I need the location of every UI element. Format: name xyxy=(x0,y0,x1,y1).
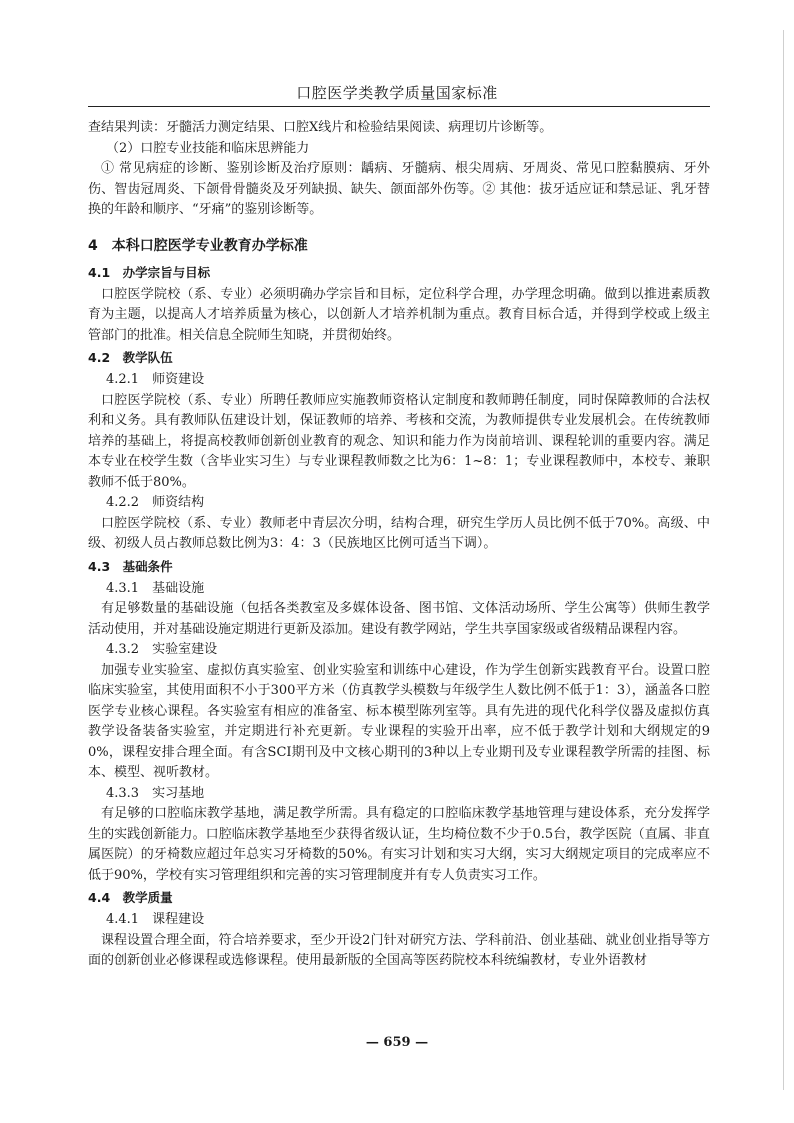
subsection-label: 4.3.2 实验室建设 xyxy=(106,642,218,657)
header-rule xyxy=(88,106,710,107)
paragraph: 口腔医学院校（系、专业）必须明确办学宗旨和目标，定位科学合理，办学理念明确。做到以推进素质教育为主题，以提高人才培养质量为核心，以创新人才培养机制为重点。教育目标合适，并得到学校或上级主管部门的批准。相关信息全院师生知晓，并贯彻始终。 xyxy=(88,286,710,343)
scan-edge-line xyxy=(783,30,784,1090)
subsection-heading: 4.3 基础条件 xyxy=(88,558,173,574)
subsection-label: 4.3.3 实习基地 xyxy=(106,785,205,801)
subsection-label: 4.3.1 基础设施 xyxy=(106,580,205,596)
subsection-label: （2）口腔专业技能和临床思辨能力 xyxy=(106,140,310,156)
paragraph: 口腔医学院校（系、专业）所聘任教师应实施教师资格认定制度和教师聘任制度，同时保障教师的合法权利和义务。具有教师队伍建设计划，保证教师的培养、考核和交流，为教师提供专业发展机会。在传统教师培养的基础上，将提高校教师创新创业教育的观念、知识和能力作为岗前培训、课程轮训的重要内容。满足本专业在校学生数（含毕业实习生）与专业课程教师数之比为6：1~8：1；专业课程教师中，本校专、兼职教师不低于80%。 xyxy=(88,392,710,490)
paragraph: 有足够数量的基础设施（包括各类教室及多媒体设备、图书馆、文体活动场所、学生公寓等）供师生教学活动使用，并对基础设施定期进行更新及添加。建设有教学网站，学生共享国家级或省级精品课程内容。 xyxy=(88,601,710,637)
subsection-heading: 4.2 教学队伍 xyxy=(88,350,173,365)
paragraph: 口腔医学院校（系、专业）教师老中青层次分明，结构合理，研究生学历人员比例不低于70%。高级、中级、初级人员占教师总数比例为3：4：3（民族地区比例可适当下调）。 xyxy=(88,515,710,551)
subsection-heading: 4.4 教学质量 xyxy=(88,890,173,905)
subsection-heading: 4.1 办学宗旨与目标 xyxy=(88,264,211,280)
running-header-title: 口腔医学类教学质量国家标准 xyxy=(296,84,498,102)
page-body xyxy=(88,118,710,972)
page-number: — 659 — xyxy=(365,1035,429,1050)
subsection-label: 4.2.1 师资建设 xyxy=(106,372,205,387)
paragraph: 加强专业实验室、虚拟仿真实验室、创业实验室和训练中心建设，作为学生创新实践教育平台。设置口腔临床实验室，其使用面积不小于300平方米（仿真教学头模数与年级学生人数比例不低于1：3），涵盖各口腔医学专业核心课程。各实验室有相应的准备室、标本模型陈列室等。具有先进的现代化科学仪器及虚拟仿真教学设备装备实验室，并定期进行补充更新。专业课程的实验开出率，应不低于教学计划和大纲规定的90%，课程安排合理全面。有含SCI期刊及中文核心期刊的3种以上专业期刊及专业课程教学所需的挂图、标本、模型、视听教材。 xyxy=(88,662,710,780)
subsection-label: 4.4.1 课程建设 xyxy=(106,912,205,927)
subsection-label: 4.2.2 师资结构 xyxy=(106,495,205,510)
paragraph: 有足够的口腔临床教学基地，满足教学所需。具有稳定的口腔临床教学基地管理与建设体系，充分发挥学生的实践创新能力。口腔临床教学基地至少获得省级认证，生均椅位数不少于0.5台，教学医院（直属、非直属医院）的牙椅数应超过年总实习牙椅数的50%。有实习计划和实习大纲，实习大纲规定项目的完成率应不低于90%，学校有实习管理组织和完善的实习管理制度并有专人负责实习工作。 xyxy=(88,806,710,883)
paragraph: ① 常见病症的诊断、鉴别诊断及治疗原则：龋病、牙髓病、根尖周病、牙周炎、常见口腔黏膜病、牙外伤、智齿冠周炎、下颌骨骨髓炎及牙列缺损、缺失、颌面部外伤等。② 其他：拔牙适应证和禁忌证、乳牙替换的年龄和顺序、“牙痛”的鉴别诊断等。 xyxy=(88,161,710,217)
paragraph: 课程设置合理全面，符合培养要求，至少开设2门针对研究方法、学科前沿、创业基础、就业创业指导等方面的创新创业必修课程或选修课程。使用最新版的全国高等医药院校本科统编教材，专业外语教材 xyxy=(88,932,710,968)
section-heading: 4 本科口腔医学专业教育办学标准 xyxy=(88,237,308,254)
paragraph: 查结果判读：牙髓活力测定结果、口腔X线片和检验结果阅读、病理切片诊断等。 xyxy=(88,120,553,135)
